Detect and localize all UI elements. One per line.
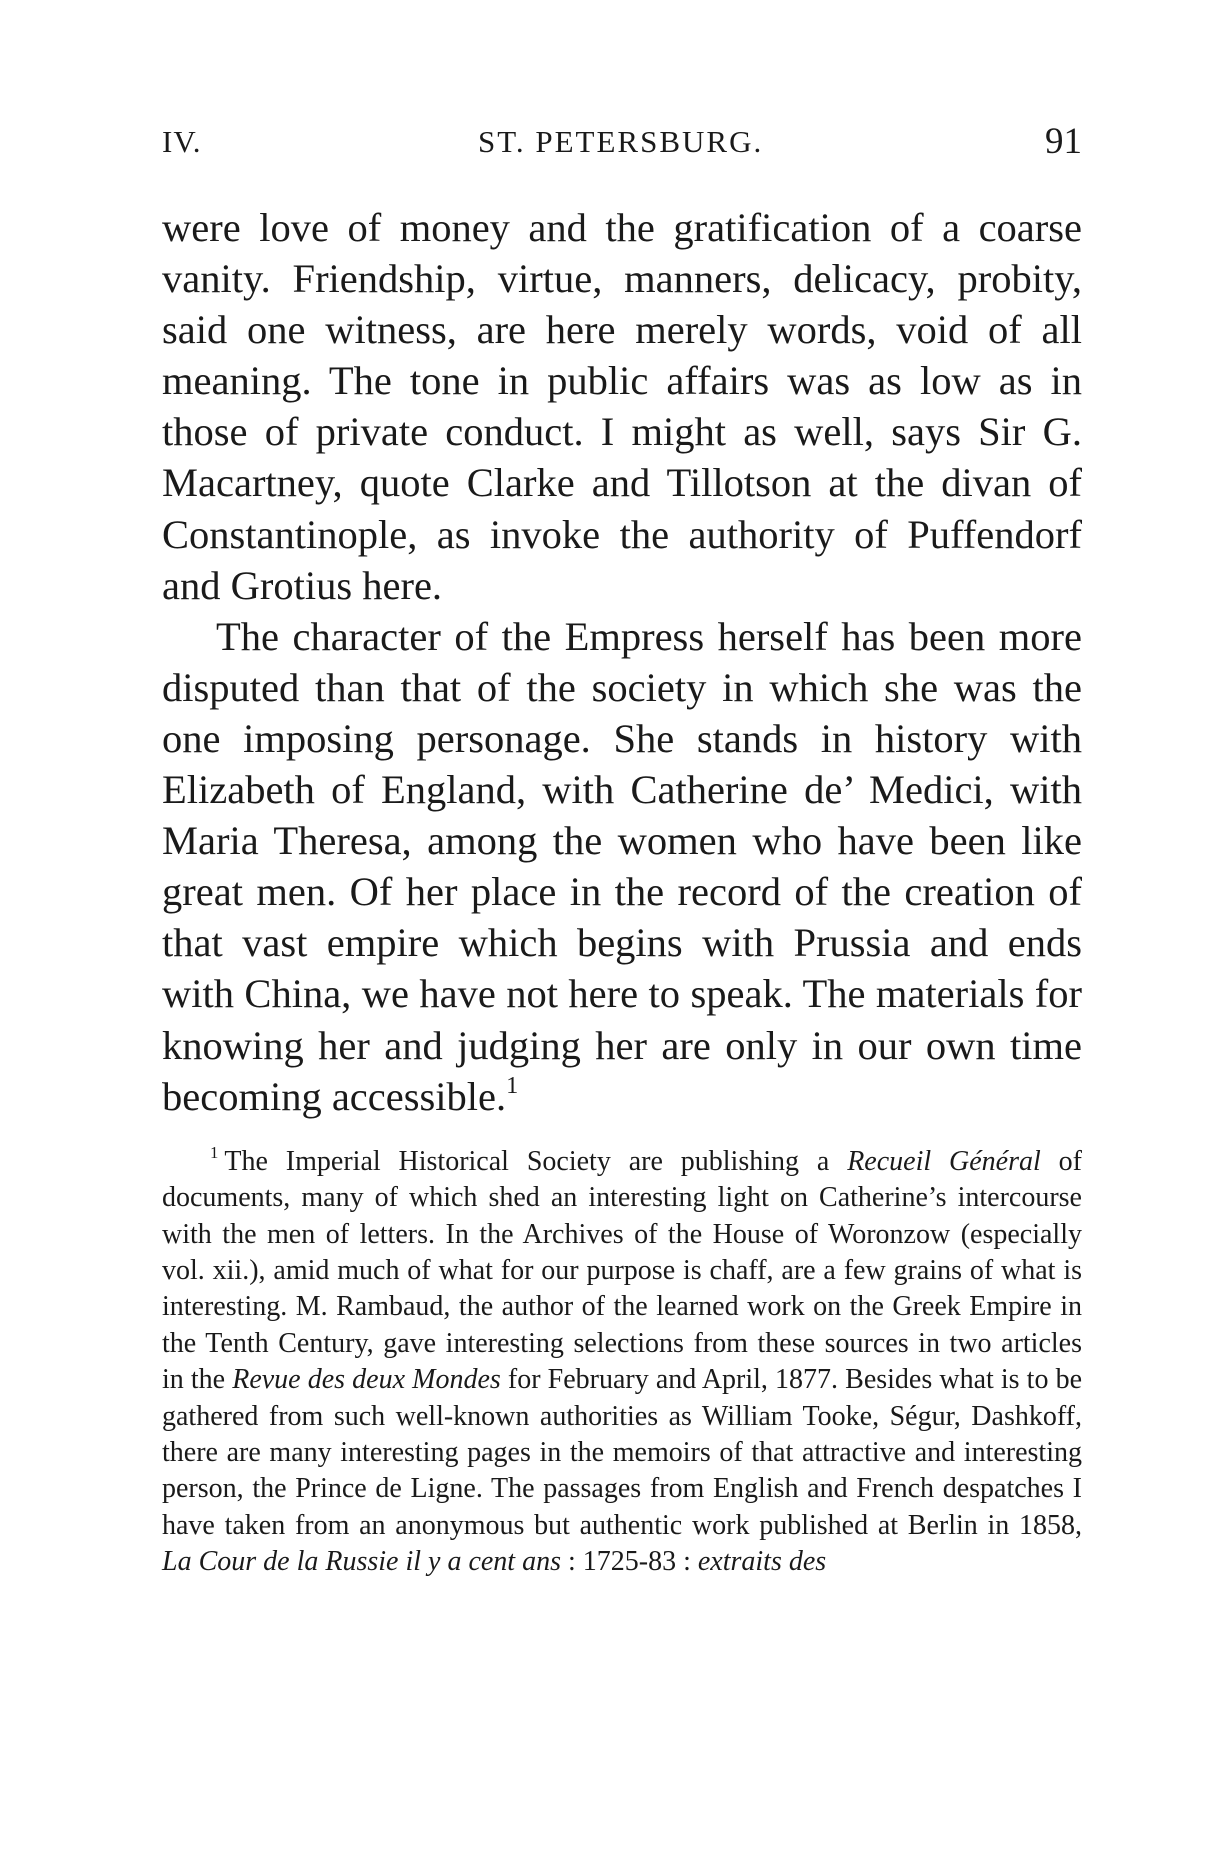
footnote-text: for February and April, 1877. Besides what is to be gathered from such well-known authorities as William Tooke, Ségur, Dashkoff, there are many interesting pages in the memoirs of that attractive and interesting person, the Prince de Ligne. The passages from English and French despatches I have taken from an anonymous but authentic work published at Berlin in 1858, [162,1364,1082,1541]
chapter-number: IV. [162,124,202,159]
footnote-text: The Imperial Historical Society are publishing a [224,1145,848,1177]
footnote-reference: 1 [506,1071,519,1099]
footnote-marker: 1 [210,1142,219,1162]
paragraph [162,611,1082,1122]
main-text [162,202,1082,1581]
paragraph-text: The character of the Empress herself has been more disputed than that of the society in which she was the one imposing personage. She stands in history with Elizabeth of England, with Catherine de’ Medici, with Maria Theresa, among the women who have been like great men. Of her place in the record of the creation of that vast empire which begins with Prussia and ends with China, we have not here to speak. The materials for knowing her and judging her are only in our own time becoming accessible. [162,613,1082,1119]
paragraph [162,202,1082,611]
footnote-text: : 1725-83 : [560,1546,698,1578]
paragraph-text: were love of money and the gratification of a coarse vanity. Friendship, virtue, manners, delicacy, probity, said one witness, are here merely words, void of all meaning. The tone in public affairs was as low as in those of private conduct. I might as well, says Sir G. Macartney, quote Clarke and Tillotson at the divan of Constantinople, as invoke the authority of Puffendorf and Grotius here. [162,205,1082,608]
running-title: ST. PETERSBURG. [478,124,764,159]
running-head [162,121,1082,168]
footnote-italic-title: Revue des deux Mondes [232,1364,501,1396]
footnote-italic-title: Recueil Général [847,1145,1041,1177]
footnote [162,1144,1082,1581]
footnote-text: of documents, many of which shed an interesting light on Catherine’s intercourse with the men of letters. In the Archives of the House of Woronzow (especially vol. xii.), amid much of what for our purpose is chaff, are a few grains of what is interesting. M. Rambaud, the author of the learned work on the Greek Empire in the Tenth Century, gave interesting selections from these sources in two articles in the [162,1145,1083,1396]
footnote-italic-title: La Cour de la Russie il y a cent ans [162,1546,561,1578]
footnote-italic-title: extraits des [697,1546,827,1578]
page-number: 91 [1045,121,1082,162]
